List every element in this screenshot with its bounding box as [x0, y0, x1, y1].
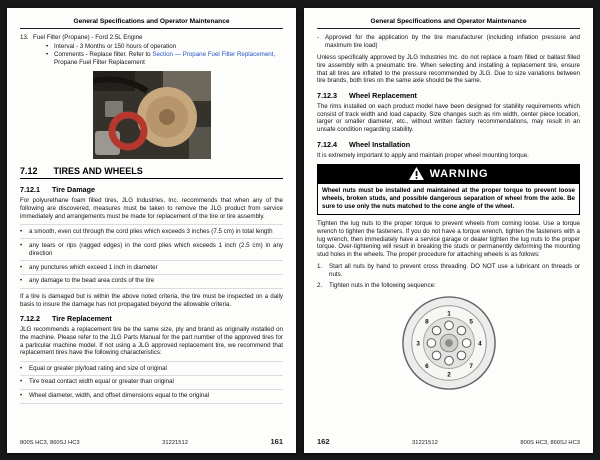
list-item	[20, 275, 283, 289]
section-heading-tires-and-wheels	[20, 166, 283, 179]
bullet-icon: •	[20, 277, 23, 285]
warning-label: WARNING	[429, 167, 489, 180]
list-item	[20, 261, 283, 275]
bullet-icon: •	[20, 263, 23, 271]
step-number: 1.	[317, 262, 323, 270]
page-footer	[20, 437, 283, 446]
subsection-heading-tire-replacement	[20, 314, 283, 323]
bullet-icon: •	[46, 51, 49, 58]
subsection-number: 7.12.4	[317, 139, 337, 149]
sequence-number: 7	[468, 363, 473, 371]
paragraph: Unless specifically approved by JLG Industries Inc. do not replace a foam filled or ballast filled tire assembly with a pneumatic tire. When selecting and installing a replacement tire, ensure that all tires are inflated to the pressure recommended by JLG. Due to size variations between tire brands, both tires on the same axle should be the same.	[317, 54, 580, 85]
list-item-text: Wheel diameter, width, and offset dimensions equal to the original	[29, 392, 210, 400]
step-number: 2.	[317, 282, 323, 290]
list-item-text: any damage to the bead area cords of the tire	[29, 277, 155, 285]
list-item	[20, 362, 283, 376]
step-text: Start all nuts by hand to prevent cross threading. DO NOT use a lubricant on threads or nuts.	[329, 262, 580, 278]
manual-page-161	[7, 8, 296, 453]
subsection-heading-wheel-installation	[317, 140, 580, 149]
subsection-heading-wheel-replacement	[317, 91, 580, 100]
propane-fuel-filter-photo	[93, 71, 211, 159]
page-footer	[317, 437, 580, 446]
sequence-number: 5	[468, 318, 473, 326]
item-title: Fuel Filter (Propane) - Ford 2.5L Engine	[33, 34, 143, 41]
paragraph: If a tire is damaged but is within the above noted criteria, the tire must be inspected on a daily basis to insure the damage has not propagated beyond the allowable criteria.	[20, 292, 283, 308]
bullet-icon: •	[20, 241, 23, 249]
carryover-bullet	[317, 34, 580, 50]
list-item	[20, 390, 283, 404]
paragraph: Tighten the lug nuts to the proper torque to prevent wheels from coming loose. Use a torque wrench to tighten the fasteners. If you do not have a torque wrench, tighten the fasteners with a lug wrench, then immediately have a service garage or dealer tighten the lug nuts to the proper torque. Over-tightening will result in breaking the studs or permanently deforming the mounting stud holes in the wheels. The proper procedure for attaching wheels is as follows:	[317, 220, 580, 258]
subsection-title: Tire Damage	[51, 185, 95, 195]
comments-line	[46, 51, 283, 67]
procedure-step-1	[317, 263, 580, 279]
wheel-torque-sequence-diagram	[399, 294, 499, 392]
subsection-heading-tire-damage	[20, 185, 283, 194]
page-header: General Specifications and Operator Maintenance	[317, 18, 580, 29]
list-item-text: any punctures which exceed 1 inch in diameter	[29, 263, 158, 271]
list-item	[20, 225, 283, 239]
wheel-figure	[317, 294, 580, 392]
procedure-step-2	[317, 282, 580, 290]
bullet-icon: •	[20, 378, 23, 386]
sequence-number: 3	[415, 340, 420, 348]
manual-page-162	[304, 8, 593, 453]
section-title: TIRES AND WHEELS	[53, 166, 143, 177]
footer-doc-number: 31221512	[162, 440, 188, 446]
footer-model: 800S HC3, 860SJ HC3	[20, 440, 80, 446]
list-item-13	[20, 34, 283, 67]
list-item-text: Approved for the application by the tire manufacturer (including inflation pressure and maximum tire load)	[325, 34, 580, 50]
comments-text	[54, 51, 283, 67]
list-item-text: any tears or rips (ragged edges) in the cord plies which exceeds 1 inch (2.5 cm) in any direction	[29, 241, 283, 257]
paragraph: The rims installed on each product model have been designed for stability requirements which consist of track width and load capacity. Size changes such as rim width, center piece location, larger or smaller diameter, etc., without written factory recommendations, may result in an unsafe condition regarding stability.	[317, 102, 580, 133]
list-item	[20, 376, 283, 390]
warning-text-box: Wheel nuts must be installed and maintained at the proper torque to prevent loose wheels, broken studs, and possible dangerous separation of wheel from the axle. Be sure to use only the nuts matched to the cone angle of the wheel.	[317, 183, 580, 215]
item-body	[33, 34, 283, 67]
sequence-number: 6	[424, 363, 429, 371]
tire-damage-criteria-list	[20, 224, 283, 289]
warning-triangle-icon	[409, 167, 424, 180]
sequence-number: 1	[446, 310, 451, 318]
comments-tail: Propane Fuel Filter Replacement	[54, 59, 145, 67]
warning-banner	[317, 164, 580, 183]
sequence-number: 2	[446, 371, 451, 379]
tire-replacement-criteria-list	[20, 361, 283, 404]
sequence-number: 8	[424, 318, 429, 326]
subsection-title: Tire Replacement	[51, 314, 112, 324]
subsection-title: Wheel Installation	[348, 139, 411, 149]
page-header: General Specifications and Operator Maintenance	[20, 18, 283, 29]
paragraph: JLG recommends a replacement tire be the same size, ply and brand as originally installed on the machine. Please refer to the JLG Parts Manual for the part number of the approved tires for a particular machine model. If not using a JLG approved replacement tire, we recommend that replacement tires have the following characteristics:	[20, 326, 283, 357]
subsection-number: 7.12.1	[20, 185, 40, 195]
bullet-icon: •	[20, 364, 23, 372]
subsection-number: 7.12.2	[20, 314, 40, 324]
comments-prefix: Comments - Replace filter. Refer to	[54, 51, 153, 58]
bullet-icon: •	[20, 227, 23, 235]
list-item-text: Tire tread contact width equal or greater than original	[29, 378, 174, 386]
list-item-text: Equal or greater ply/load rating and size of original	[29, 364, 167, 372]
interval-line	[46, 43, 283, 51]
section-number: 7.12	[20, 166, 38, 177]
subsection-number: 7.12.3	[317, 90, 337, 100]
footer-doc-number: 31221512	[412, 440, 438, 446]
bullet-icon: •	[20, 392, 23, 400]
step-text: Tighten nuts in the following sequence:	[329, 282, 436, 290]
bullet-icon: •	[46, 42, 49, 50]
paragraph: It is extremely important to apply and maintain proper wheel mounting torque.	[317, 151, 529, 159]
interval-text: Interval - 3 Months or 150 hours of operation	[54, 42, 177, 50]
page-number: 161	[270, 437, 283, 446]
subsection-title: Wheel Replacement	[348, 90, 417, 100]
footer-model: 800S HC3, 860SJ HC3	[520, 440, 580, 446]
item-number: 13.	[20, 34, 29, 41]
paragraph: For polyurethane foam filled tires, JLG Industries, Inc. recommends that when any of the following are discovered, measures must be taken to remove the JLG product from service immediately and arrangements must be made for replacement of the tire or tire assembly.	[20, 197, 283, 220]
section-cross-reference-link[interactable]: Section — Propane Fuel Filter Replacement,	[152, 51, 276, 58]
page-number: 162	[317, 437, 330, 446]
item-sub-bullets	[46, 43, 283, 67]
list-item-text: a smooth, even cut through the cord plies which exceeds 3 inches (7.5 cm) in total length	[29, 227, 273, 235]
bullet-icon: -	[317, 34, 320, 41]
sequence-number: 4	[477, 340, 482, 348]
list-item	[20, 239, 283, 261]
